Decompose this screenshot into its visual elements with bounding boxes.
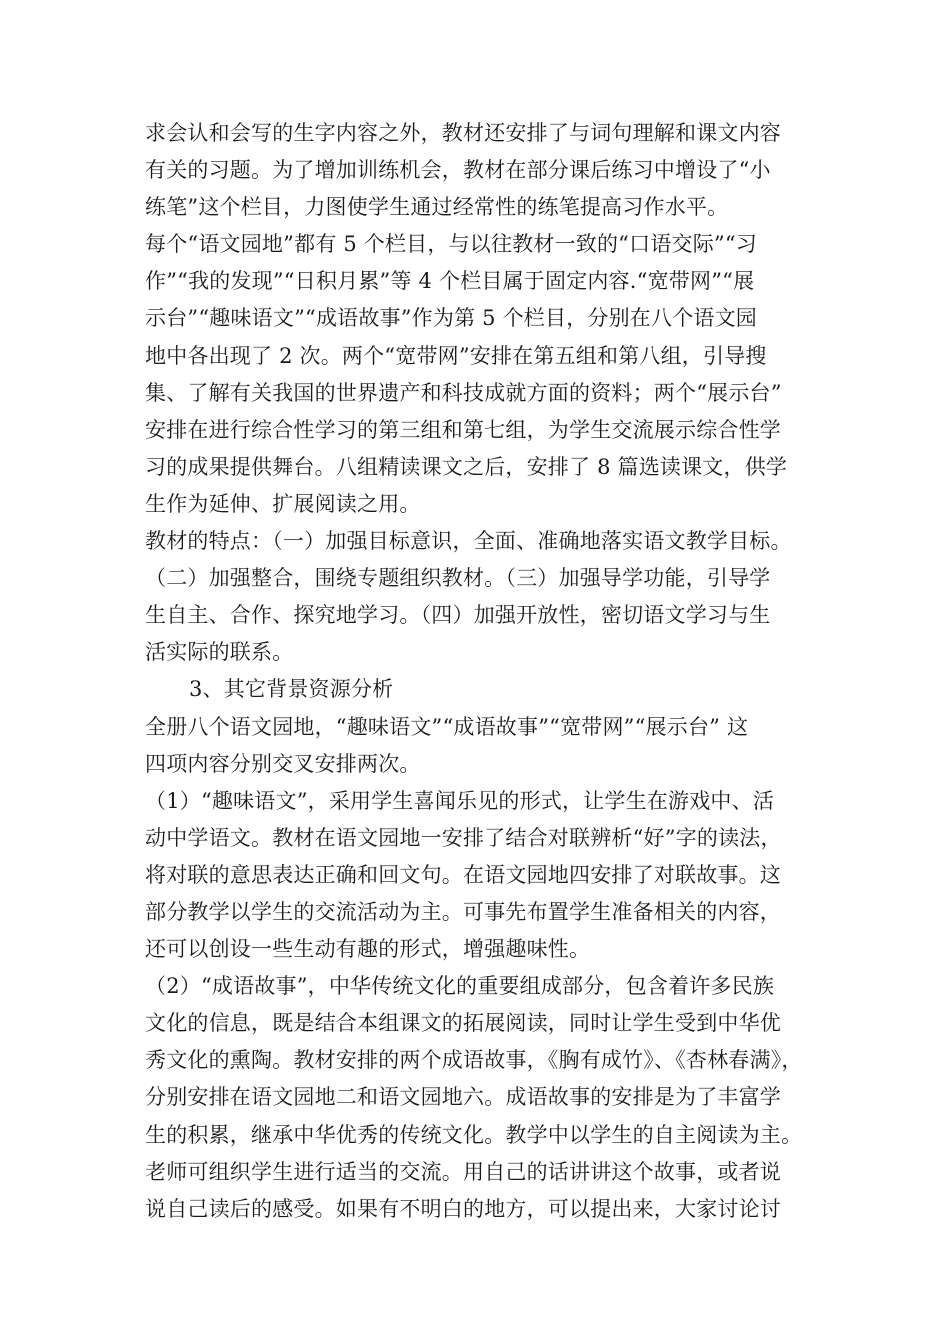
text-line: 将对联的意思表达正确和回文句。在语文园地四安排了对联故事。这 bbox=[145, 862, 781, 887]
text-line: 作”“我的发现”“日积月累”等 4 个栏目属于固定内容.“宽带网”“展 bbox=[145, 269, 755, 294]
body-text bbox=[145, 115, 815, 1228]
text-line: 老师可组织学生进行适当的交流。用自己的话讲讲这个故事，或者说 bbox=[145, 1159, 781, 1184]
text-line: 部分教学以学生的交流活动为主。可事先布置学生准备相关的内容， bbox=[145, 899, 781, 924]
text-line: 说自己读后的感受。如果有不明白的地方，可以提出来，大家讨论讨 bbox=[145, 1196, 781, 1221]
text-line: 活实际的联系。 bbox=[145, 640, 294, 665]
text-line: （二）加强整合，围绕专题组织教材。（三）加强导学功能，引导学 bbox=[145, 566, 771, 591]
text-line: 分别安排在语文园地二和语文园地六。成语故事的安排是为了丰富学 bbox=[145, 1085, 781, 1110]
text-line: 秀文化的熏陶。教材安排的两个成语故事，《胸有成竹》、《杏林春满》， bbox=[145, 1048, 803, 1073]
text-line: 全册八个语文园地，“趣味语文”“成语故事”“宽带网”“展示台” 这 bbox=[145, 714, 749, 739]
section-heading: 3、其它背景资源分析 bbox=[189, 677, 394, 702]
text-line: 练笔”这个栏目，力图使学生通过经常性的练笔提高习作水平。 bbox=[145, 195, 729, 220]
text-line: 生的积累，继承中华优秀的传统文化。教学中以学生的自主阅读为主。 bbox=[145, 1122, 803, 1147]
text-line: 求会认和会写的生字内容之外，教材还安排了与词句理解和课文内容 bbox=[145, 121, 781, 145]
text-line: 动中学语文。教材在语文园地一安排了结合对联辨析“好”字的读法， bbox=[145, 825, 782, 850]
text-line: 生自主、合作、探究地学习。（四）加强开放性，密切语文学习与生 bbox=[145, 603, 771, 628]
text-line: 四项内容分别交叉安排两次。 bbox=[145, 751, 421, 776]
text-line: 生作为延伸、扩展阅读之用。 bbox=[145, 491, 421, 516]
text-line: 地中各出现了 2 次。两个“宽带网”安排在第五组和第八组，引导搜 bbox=[145, 343, 767, 368]
text-line: 还可以创设一些生动有趣的形式，增强趣味性。 bbox=[145, 937, 591, 962]
text-line: 习的成果提供舞台。八组精读课文之后，安排了 8 篇选读课文，供学 bbox=[145, 454, 788, 479]
text-line: 集、了解有关我国的世界遗产和科技成就方面的资料；两个“展示台” bbox=[145, 380, 782, 405]
text-line: 每个“语文园地”都有 5 个栏目，与以往教材一致的“口语交际”“习 bbox=[145, 232, 757, 257]
text-line: 文化的信息，既是结合本组课文的拓展阅读，同时让学生受到中华优 bbox=[145, 1011, 781, 1036]
text-line: 教材的特点：（一）加强目标意识，全面、准确地落实语文教学目标。 bbox=[145, 529, 792, 554]
text-line: （2）“成语故事”，中华传统文化的重要组成部分，包含着许多民族 bbox=[145, 974, 775, 999]
text-line: 安排在进行综合性学习的第三组和第七组，为学生交流展示综合性学 bbox=[145, 417, 781, 442]
text-line: 有关的习题。为了增加训练机会，教材在部分课后练习中增设了“小 bbox=[145, 158, 771, 183]
text-line: 示台”“趣味语文”“成语故事”作为第 5 个栏目，分别在八个语文园 bbox=[145, 306, 757, 331]
text-line: （1）“趣味语文”，采用学生喜闻乐见的形式，让学生在游戏中、活 bbox=[145, 788, 775, 813]
